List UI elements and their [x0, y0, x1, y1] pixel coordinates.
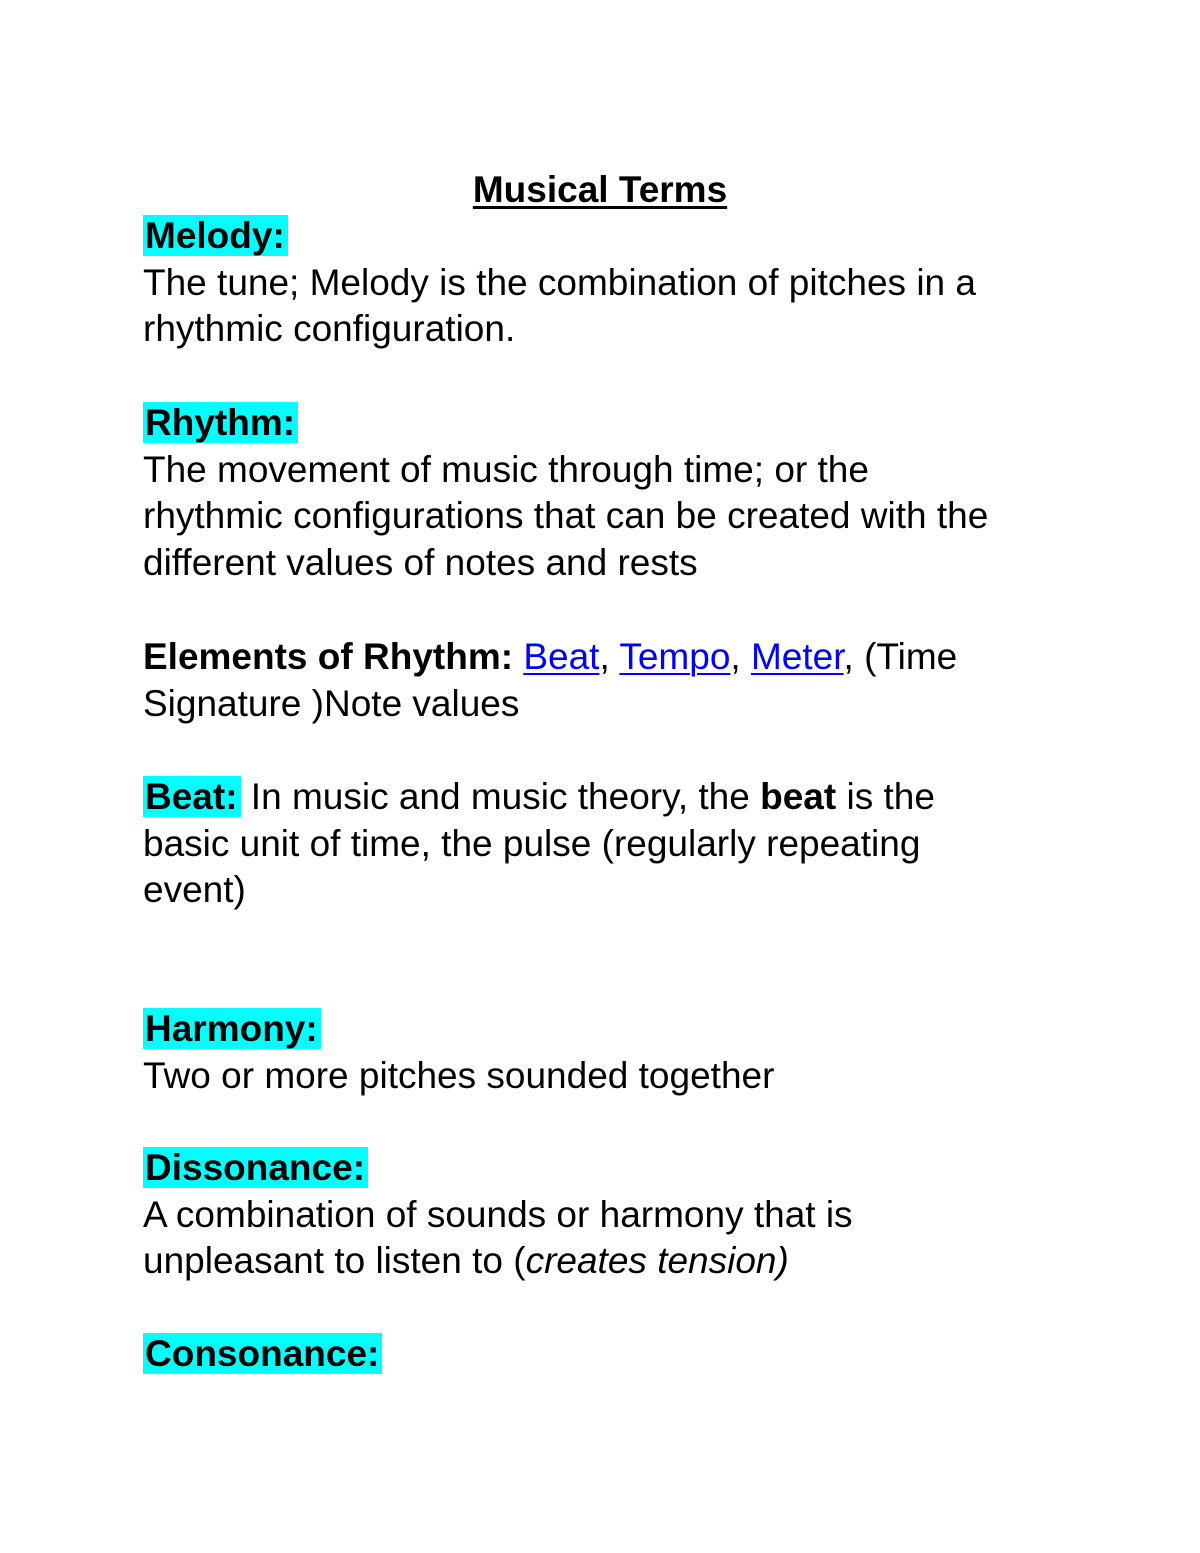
beat-section: [143, 774, 1093, 914]
beat-text-2: is the: [836, 776, 935, 817]
rhythm-definition-line-2: rhythmic configurations that can be created with the: [143, 495, 989, 536]
link-separator: ,: [599, 636, 620, 677]
elements-of-rhythm-section: [143, 634, 1093, 727]
melody-definition-line-2: rhythmic configuration.: [143, 308, 516, 349]
dissonance-section: [143, 1145, 1093, 1285]
beat-text-1: In music and music theory, the: [240, 776, 761, 817]
beat-heading: Beat:: [143, 776, 241, 817]
dissonance-line-2-text: unpleasant to listen to (: [143, 1240, 526, 1281]
link-separator: ,: [730, 636, 751, 677]
consonance-section: [143, 1331, 1093, 1378]
dissonance-heading: Dissonance:: [143, 1147, 368, 1188]
beat-definition-line-3: event): [143, 869, 246, 910]
dissonance-definition-line-1: A combination of sounds or harmony that is: [143, 1193, 853, 1235]
melody-definition-line-1: The tune; Melody is the combination of pitches in a: [143, 261, 976, 303]
elements-label: Elements of Rhythm:: [143, 636, 514, 677]
beat-bold-word: beat: [760, 776, 837, 817]
title-text: Musical Terms: [472, 169, 728, 210]
consonance-heading: Consonance:: [143, 1333, 382, 1374]
elements-after-text: , (Time: [843, 636, 958, 677]
harmony-section: [143, 1006, 1093, 1099]
dissonance-italic-text: creates tension): [525, 1240, 789, 1281]
harmony-heading: Harmony:: [143, 1008, 321, 1049]
tempo-link[interactable]: Tempo: [619, 636, 731, 677]
rhythm-definition-line-1: The movement of music through time; or the: [143, 448, 869, 490]
harmony-definition-line-1: Two or more pitches sounded together: [143, 1054, 775, 1096]
rhythm-heading: Rhythm:: [143, 402, 298, 443]
rhythm-section: [143, 400, 1093, 586]
melody-section: [143, 213, 1093, 353]
beat-definition-line-2: basic unit of time, the pulse (regularly repeating: [143, 822, 921, 864]
beat-link[interactable]: Beat: [523, 636, 600, 677]
page-title: [0, 168, 1200, 212]
meter-link[interactable]: Meter: [750, 636, 844, 677]
melody-heading: Melody:: [143, 215, 288, 256]
elements-line-2: Signature )Note values: [143, 682, 520, 724]
rhythm-definition-line-3: different values of notes and rests: [143, 541, 698, 583]
